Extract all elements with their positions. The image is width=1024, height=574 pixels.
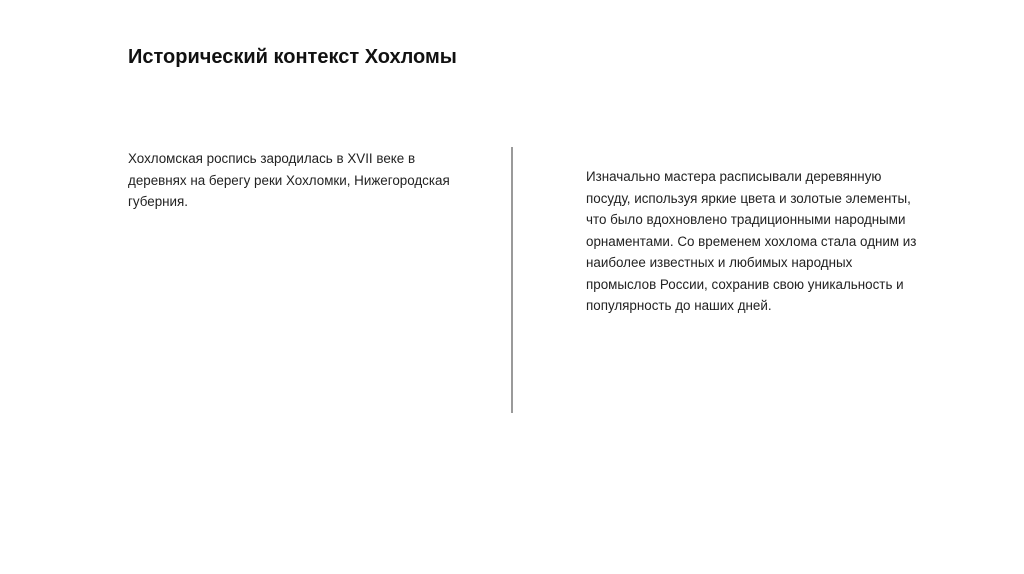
column-divider xyxy=(511,147,513,413)
left-column-text: Хохломская роспись зародилась в XVII веке в деревнях на берегу реки Хохломки, Нижегородская губерния. xyxy=(128,151,450,209)
right-column-text: Изначально мастера расписывали деревянную посуду, используя яркие цвета и золотые элементы, что было вдохновлено традиционными народными орнаментами. Со временем хохлома стала одним из наиболее известных и любимых народных промыслов России, сохранив свою уникальность и популярность до наших дней. xyxy=(586,169,917,313)
slide-title: Исторический контекст Хохломы xyxy=(128,46,457,68)
